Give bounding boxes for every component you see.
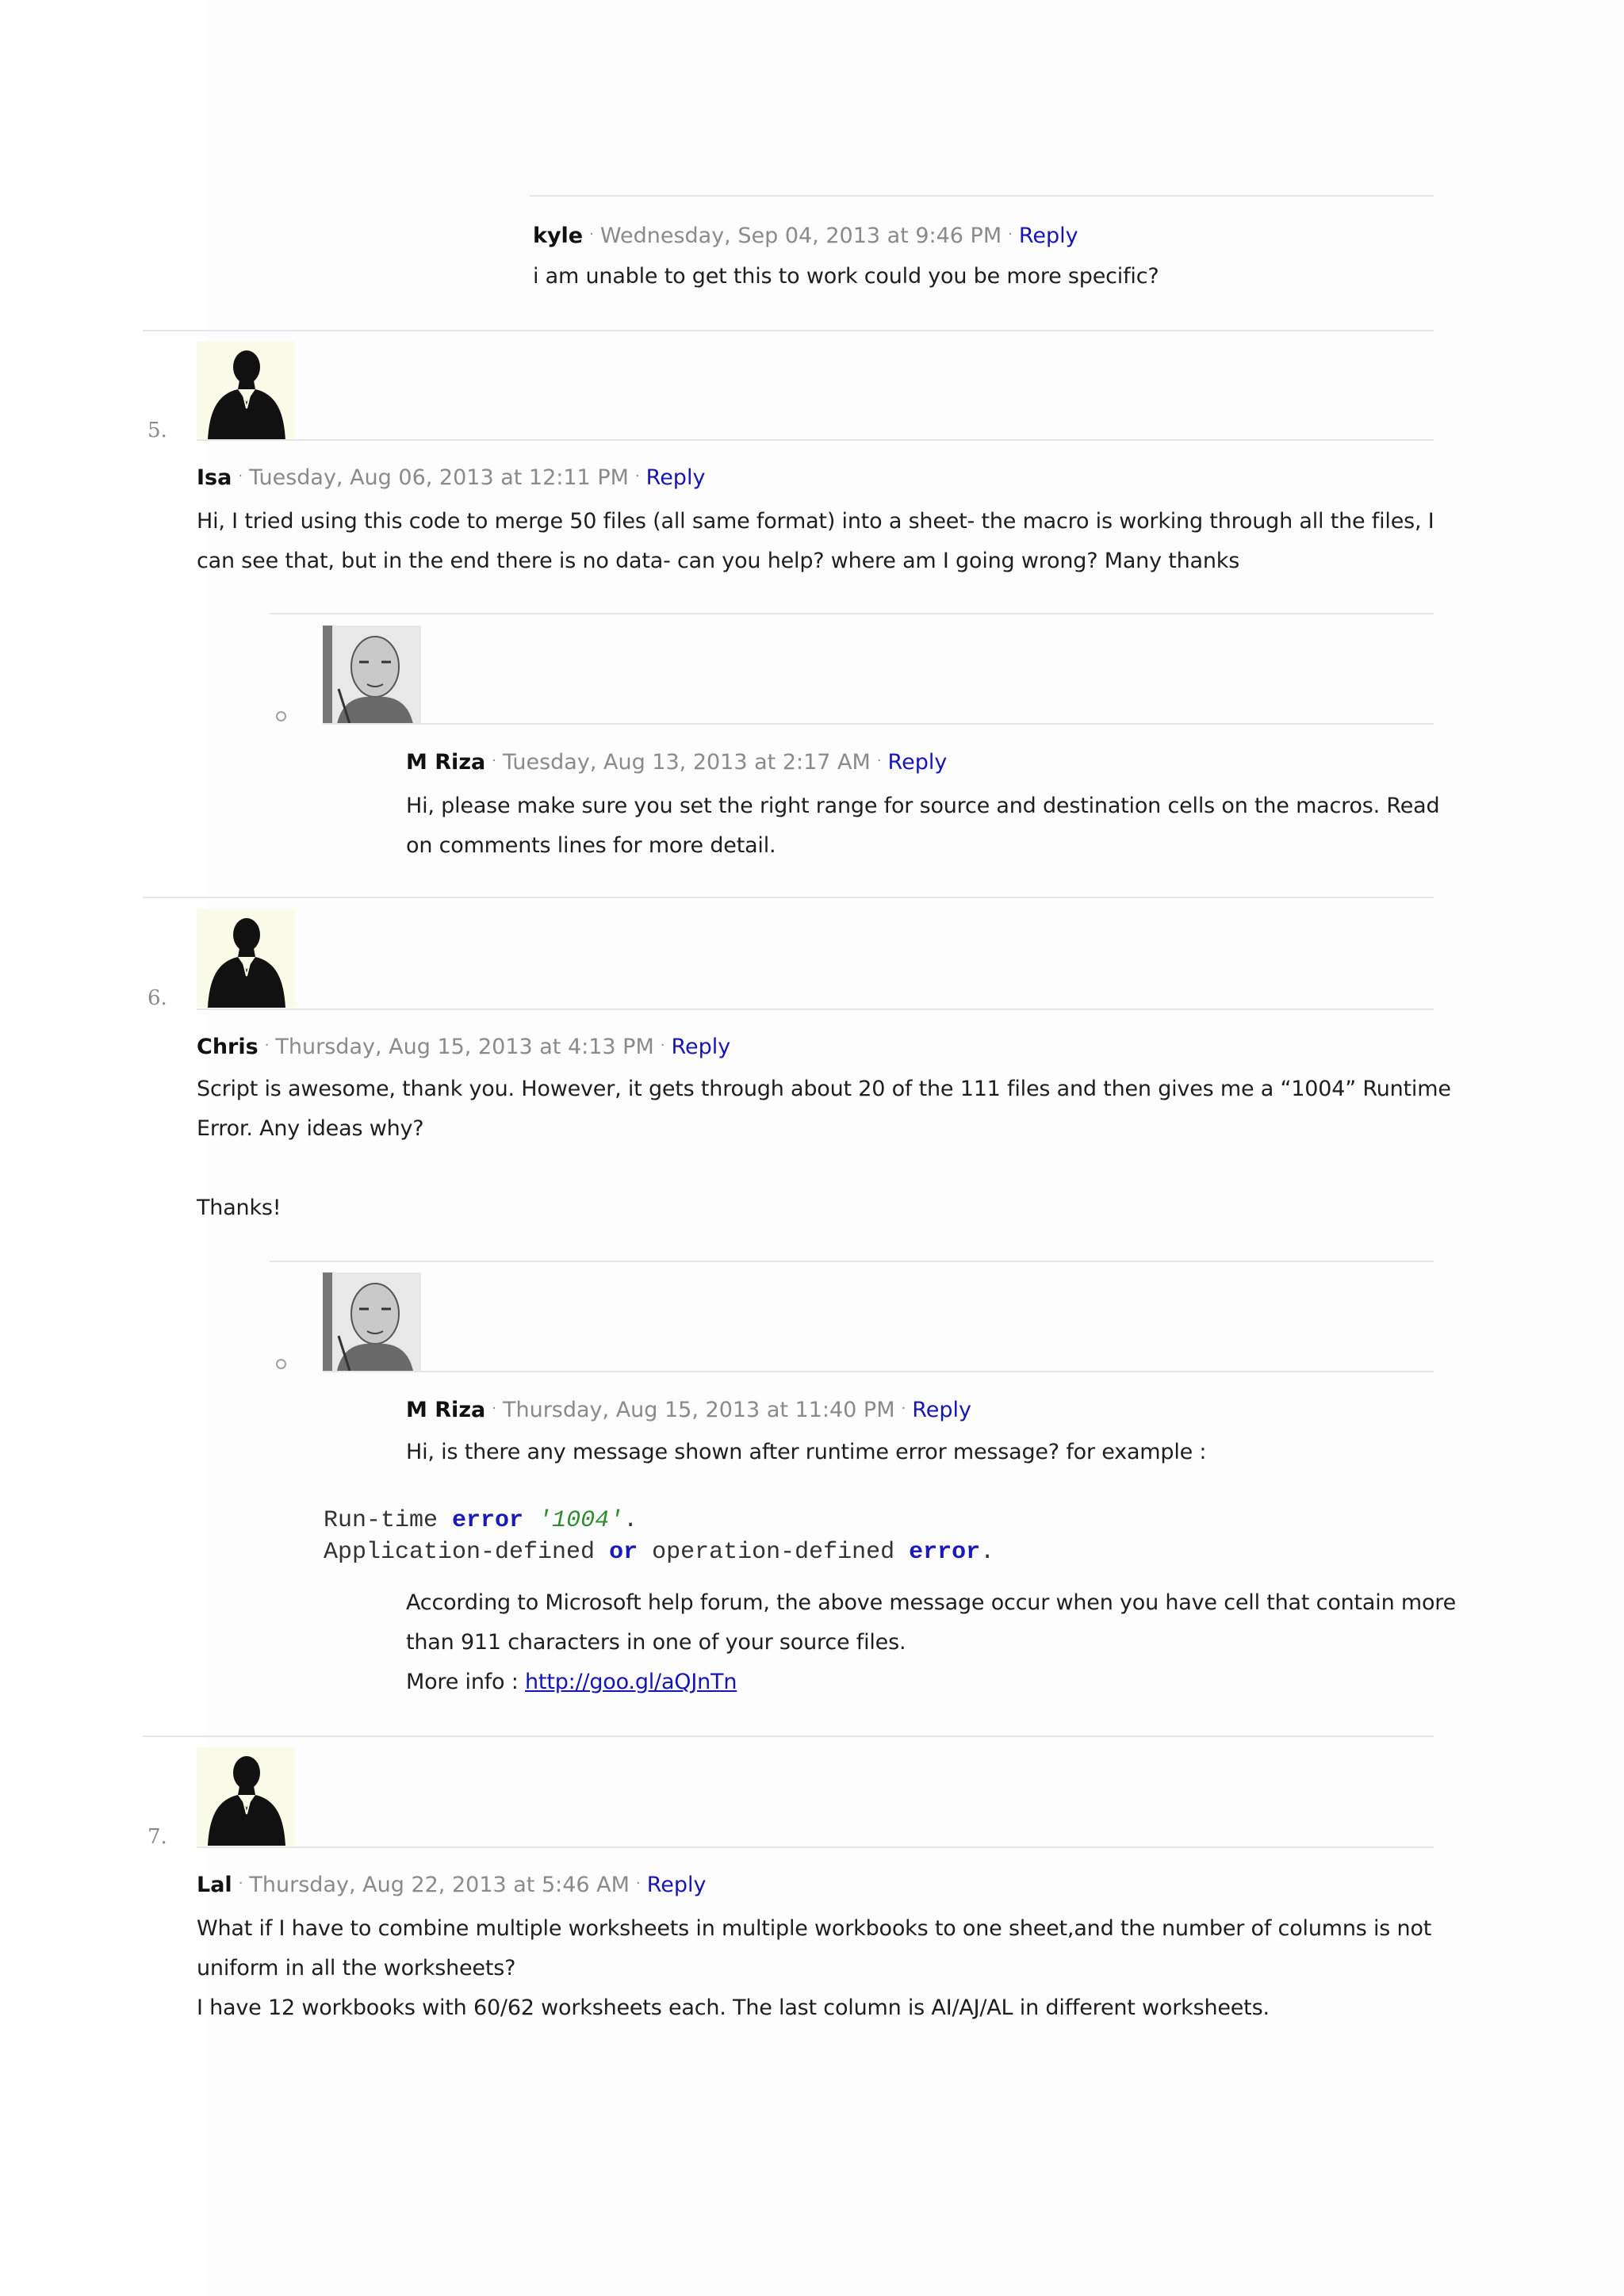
comment-date: Wednesday, Sep 04, 2013 at 9:46 PM bbox=[599, 224, 1002, 248]
comment-meta bbox=[406, 748, 947, 776]
separator-dot: · bbox=[901, 1400, 906, 1417]
separator-dot: · bbox=[589, 226, 594, 243]
divider bbox=[323, 1371, 1434, 1372]
code-line bbox=[324, 1505, 994, 1536]
separator-dot: · bbox=[660, 1037, 665, 1054]
comment-line bbox=[406, 1663, 1456, 1702]
comment-body bbox=[197, 1070, 1451, 1228]
photo-avatar-icon bbox=[323, 1272, 421, 1371]
code-text: operation-defined bbox=[638, 1539, 910, 1566]
comment-date: Tuesday, Aug 13, 2013 at 2:17 AM bbox=[502, 750, 871, 775]
comment-body bbox=[406, 1583, 1456, 1702]
divider bbox=[270, 1261, 1434, 1262]
code-keyword: error bbox=[909, 1539, 981, 1566]
code-keyword: or bbox=[609, 1539, 638, 1566]
reply-link[interactable]: Reply bbox=[671, 1035, 731, 1059]
code-text: Run-time bbox=[324, 1507, 453, 1534]
comment-line: Error. Any ideas why? bbox=[197, 1116, 424, 1141]
separator-dot: · bbox=[634, 468, 640, 484]
comment-number: 6. bbox=[147, 986, 167, 1010]
reply-link[interactable]: Reply bbox=[645, 465, 706, 490]
divider bbox=[197, 439, 1434, 441]
divider bbox=[197, 1846, 1434, 1848]
code-block bbox=[324, 1505, 994, 1568]
comment-line: I have 12 workbooks with 60/62 worksheets each. The last column is AI/AJ/AL in different worksheets. bbox=[197, 1996, 1270, 2020]
photo-avatar-icon bbox=[323, 626, 421, 724]
comment-line: than 911 characters in one of your source files. bbox=[406, 1630, 906, 1655]
comment-author: kyle bbox=[533, 224, 584, 248]
divider bbox=[197, 1008, 1434, 1010]
comment-date: Tuesday, Aug 06, 2013 at 12:11 PM bbox=[249, 465, 629, 490]
reply-link[interactable]: Reply bbox=[1018, 224, 1078, 248]
code-keyword: error bbox=[452, 1507, 524, 1534]
divider bbox=[323, 723, 1434, 725]
comment-date: Thursday, Aug 15, 2013 at 4:13 PM bbox=[275, 1035, 654, 1059]
comment-line: According to Microsoft help forum, the above message occur when you have cell that contain more bbox=[406, 1590, 1457, 1615]
comment-line: Thanks! bbox=[197, 1196, 282, 1220]
comment-line: i am unable to get this to work could you be more specific? bbox=[533, 264, 1159, 289]
comment-body bbox=[197, 502, 1434, 581]
reply-link[interactable]: Reply bbox=[912, 1398, 972, 1422]
comment-meta bbox=[406, 1395, 971, 1424]
paragraph-gap bbox=[197, 1149, 1451, 1188]
separator-dot: · bbox=[876, 752, 882, 769]
reply-link[interactable]: Reply bbox=[646, 1873, 707, 1897]
comment-meta bbox=[197, 463, 705, 492]
circle-bullet-icon bbox=[276, 1359, 286, 1369]
divider bbox=[270, 613, 1434, 614]
comment-number: 7. bbox=[147, 1825, 167, 1849]
comment-body bbox=[406, 786, 1439, 866]
more-info-label: More info : bbox=[406, 1670, 526, 1694]
code-line bbox=[324, 1536, 994, 1568]
comment-meta bbox=[197, 1032, 730, 1061]
comment-author: Lal bbox=[197, 1873, 232, 1897]
comment-author: Isa bbox=[197, 465, 232, 490]
circle-bullet-icon bbox=[276, 711, 286, 721]
separator-dot: · bbox=[264, 1037, 270, 1054]
silhouette-avatar-icon bbox=[197, 342, 295, 440]
comment-author: M Riza bbox=[406, 1398, 486, 1422]
separator-dot: · bbox=[1008, 226, 1013, 243]
silhouette-avatar-icon bbox=[197, 1747, 295, 1846]
separator-dot: · bbox=[492, 752, 496, 769]
code-text: . bbox=[623, 1507, 638, 1534]
separator-dot: · bbox=[492, 1400, 496, 1417]
code-text bbox=[523, 1507, 538, 1534]
divider bbox=[143, 330, 1434, 331]
divider bbox=[143, 897, 1434, 898]
comment-line: What if I have to combine multiple worksheets in multiple workbooks to one sheet,and the number of columns is not bbox=[197, 1916, 1432, 1941]
code-text: . bbox=[980, 1539, 995, 1566]
comment-line: uniform in all the worksheets? bbox=[197, 1956, 516, 1980]
divider bbox=[530, 195, 1434, 197]
comment-body bbox=[197, 1909, 1431, 2028]
comment-line: Hi, please make sure you set the right range for source and destination cells on the macros. Read bbox=[406, 794, 1440, 818]
comment-date: Thursday, Aug 15, 2013 at 11:40 PM bbox=[502, 1398, 895, 1422]
reply-link[interactable]: Reply bbox=[887, 750, 948, 775]
comment-meta bbox=[197, 1870, 706, 1899]
comment-author: M Riza bbox=[406, 750, 486, 775]
code-string: '1004' bbox=[538, 1507, 624, 1534]
comment-body bbox=[533, 257, 1159, 297]
divider bbox=[143, 1735, 1434, 1737]
page-margin bbox=[0, 0, 206, 2296]
more-info-link[interactable]: http://goo.gl/aQJnTn bbox=[525, 1670, 737, 1694]
comment-line: Hi, I tried using this code to merge 50 files (all same format) into a sheet- the macro is working through all the files, I bbox=[197, 509, 1434, 534]
code-text: Application-defined bbox=[324, 1539, 610, 1566]
separator-dot: · bbox=[238, 468, 243, 484]
separator-dot: · bbox=[635, 1875, 641, 1892]
comment-line: can see that, but in the end there is no data- can you help? where am I going wrong? Many thanks bbox=[197, 549, 1240, 573]
comment-meta bbox=[533, 221, 1078, 250]
comment-date: Thursday, Aug 22, 2013 at 5:46 AM bbox=[249, 1873, 630, 1897]
comment-intro: Hi, is there any message shown after runtime error message? for example : bbox=[406, 1440, 1207, 1464]
comment-number: 5. bbox=[147, 419, 167, 442]
separator-dot: · bbox=[238, 1875, 243, 1892]
comment-author: Chris bbox=[197, 1035, 259, 1059]
comment-line: Script is awesome, thank you. However, it gets through about 20 of the 111 files and then gives me a “1004” Runtime bbox=[197, 1077, 1451, 1101]
comment-line: on comments lines for more detail. bbox=[406, 833, 776, 858]
silhouette-avatar-icon bbox=[197, 909, 295, 1008]
